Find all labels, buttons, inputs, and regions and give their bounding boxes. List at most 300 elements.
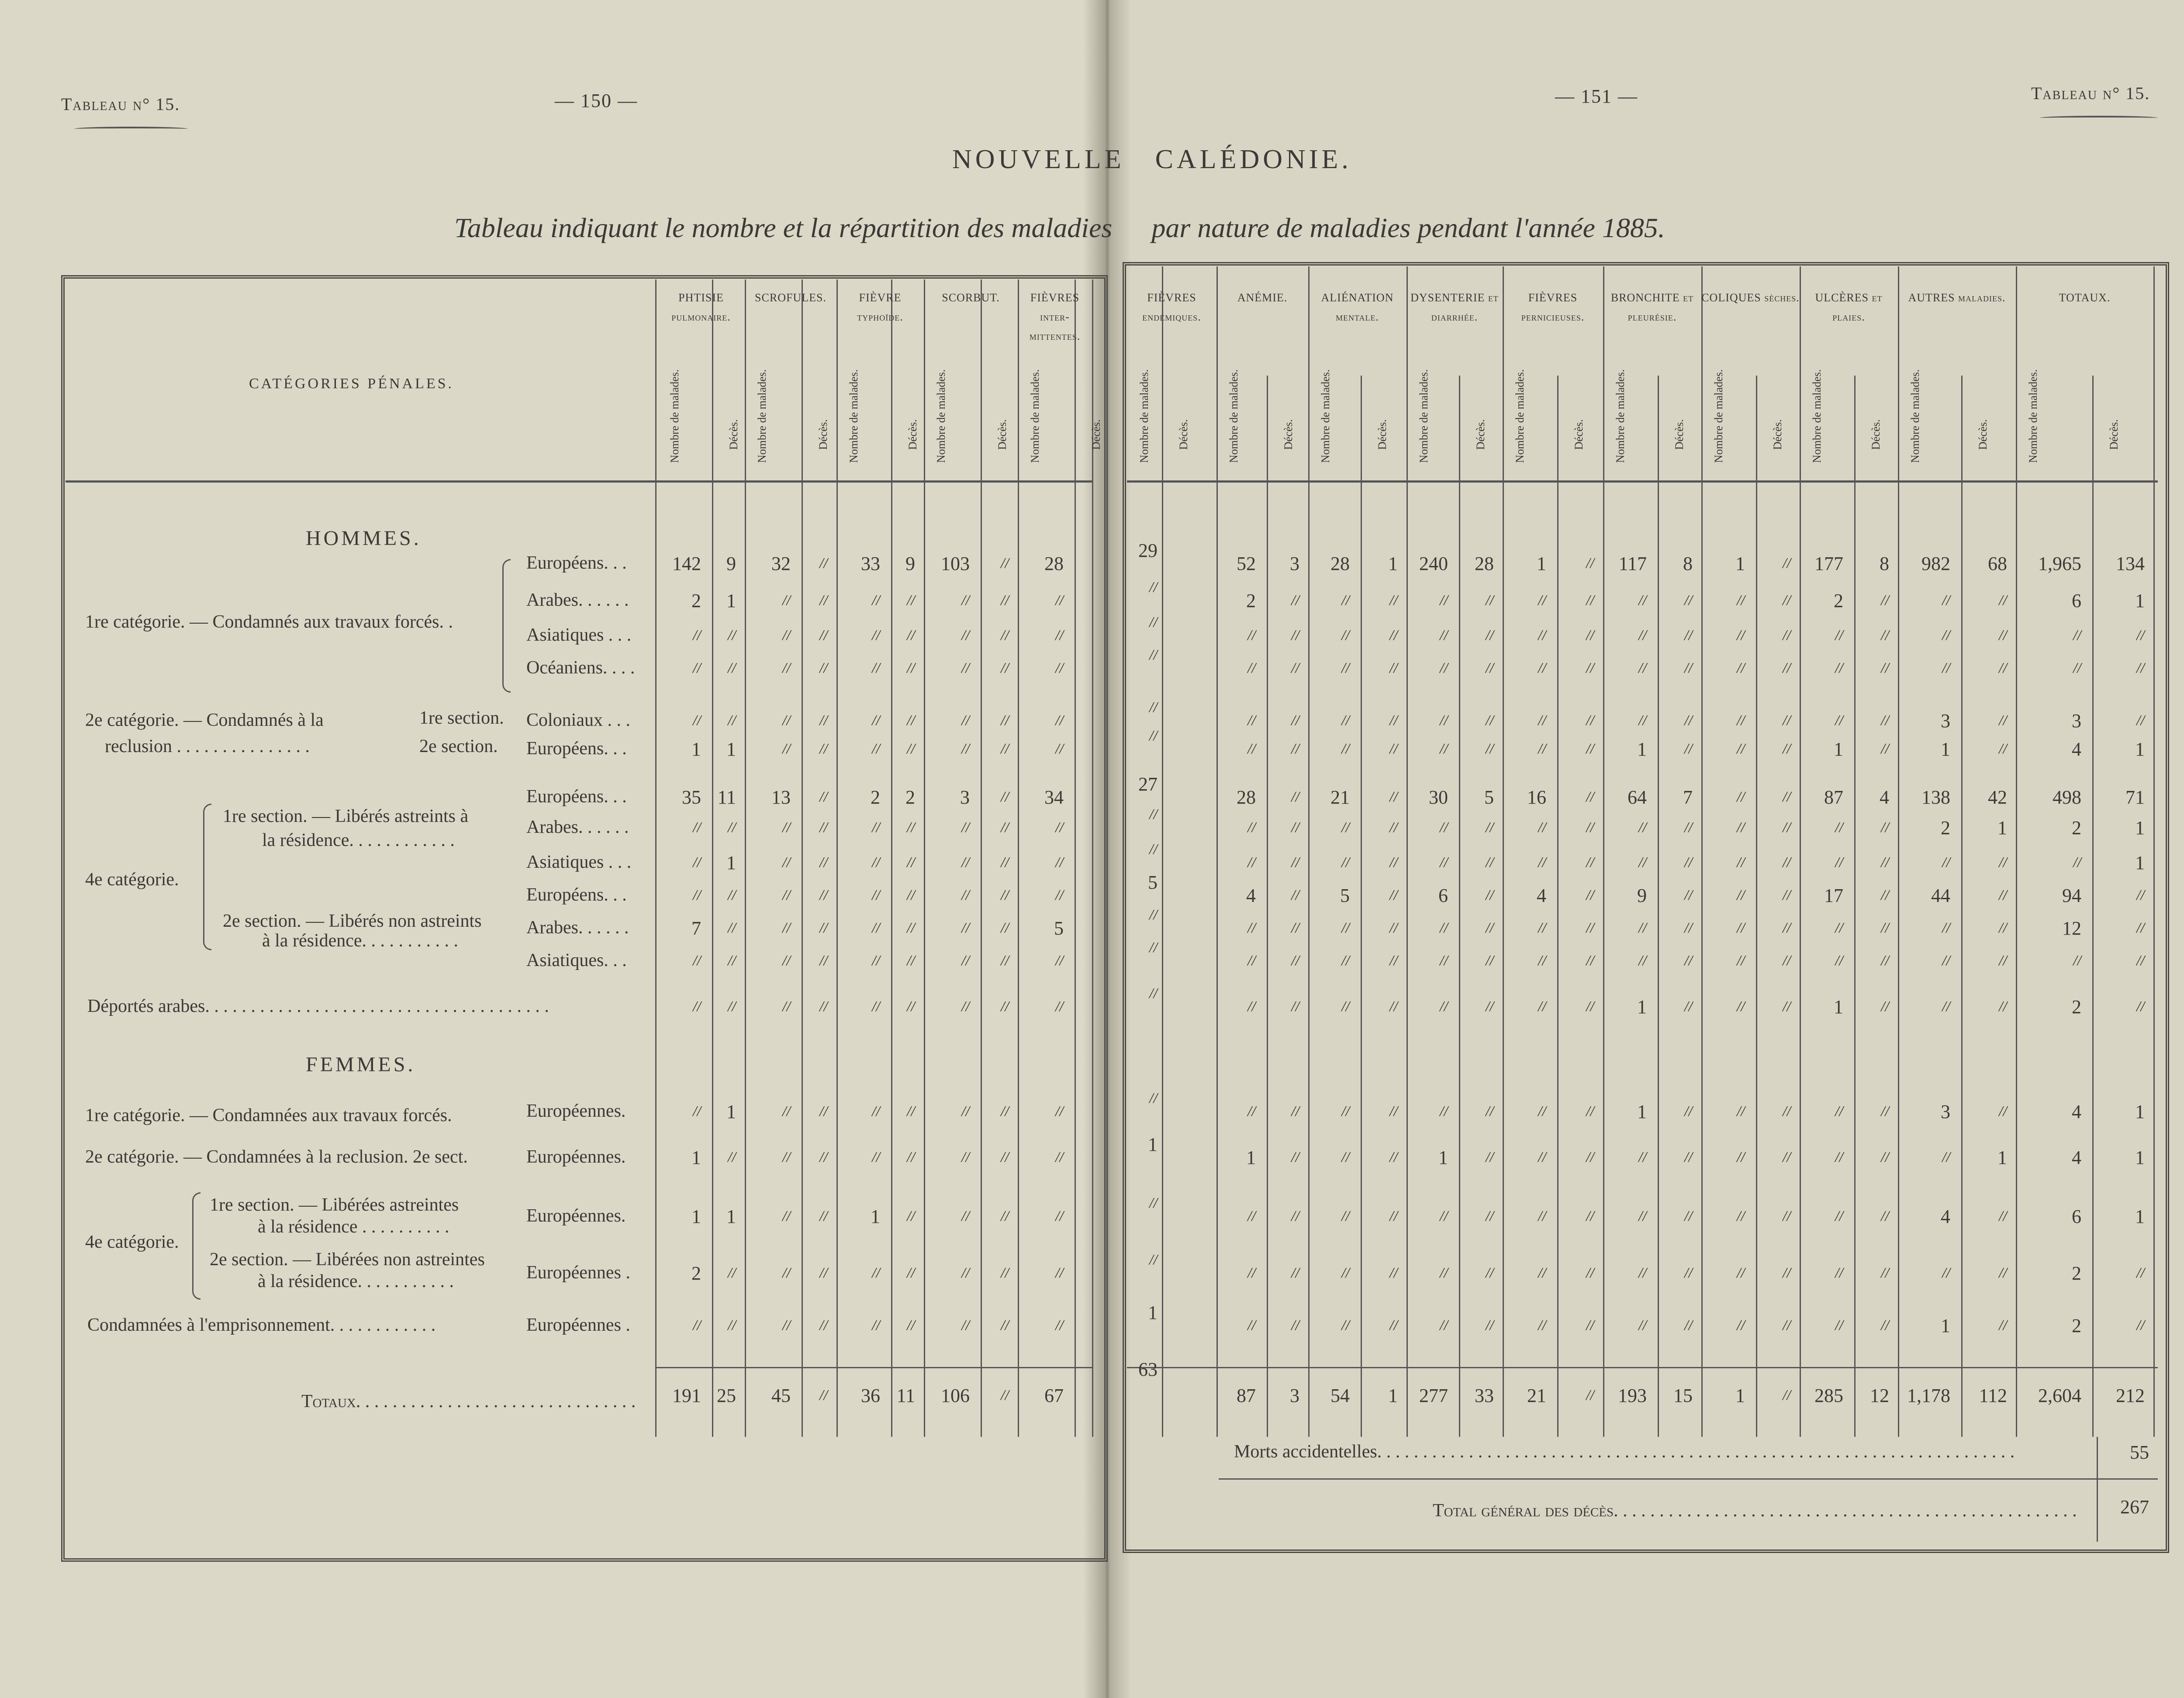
cell-right: 7 — [1683, 787, 1693, 808]
cell-right: // — [1737, 920, 1745, 936]
column-group-header: ULCÈRES et plaies. — [1815, 291, 1883, 323]
grid-vline-right — [1898, 266, 1899, 1437]
section-femmes: FEMMES. — [306, 1053, 416, 1076]
cell-right: // — [1638, 1317, 1647, 1333]
cell-left: // — [728, 998, 736, 1015]
cell-right: // — [1538, 1265, 1546, 1281]
column-group-header: BRONCHITE et pleurésie. — [1610, 291, 1694, 323]
label-f-cat4-s1b: à la résidence . . . . . . . . . . — [258, 1217, 449, 1237]
cell-right: // — [1586, 592, 1594, 608]
cell-right: 28 — [1330, 553, 1350, 574]
grid-total-rule-left — [655, 1367, 1092, 1368]
cell-left: // — [693, 998, 701, 1015]
cell-right: // — [1291, 741, 1299, 757]
cell-right: // — [2136, 712, 2145, 728]
cell-right: 52 — [1237, 553, 1256, 574]
origin-label: Européennes. — [526, 1147, 626, 1167]
cell-right: // — [1389, 1103, 1398, 1119]
cell-left: // — [728, 627, 736, 643]
cell-left: // — [961, 854, 970, 870]
cell-right: // — [1486, 819, 1494, 835]
cell-right: // — [1881, 1265, 1889, 1281]
origin-label: Européennes . — [526, 1263, 630, 1283]
cell-left: // — [819, 660, 828, 676]
cell-right: // — [1389, 1317, 1398, 1333]
cell-right: // — [1291, 854, 1299, 870]
cell-right: // — [1942, 660, 1950, 676]
cell-right: // — [1881, 627, 1889, 643]
cell-right: 3 — [1290, 553, 1299, 574]
title-left: NOUVELLE — [952, 145, 1125, 174]
subheader-deces: Décès. — [1977, 419, 1989, 450]
cell-right: // — [1881, 660, 1889, 676]
cell-right: 1 — [1941, 739, 1950, 760]
cell-left: // — [1055, 819, 1064, 835]
right-table-label: Tableau n° 15. — [2031, 83, 2150, 103]
label-f-cat4-s2b: à la résidence. . . . . . . . . . . — [258, 1271, 454, 1291]
cell-right: // — [1684, 1208, 1693, 1224]
cell-endemic: 27 — [1138, 773, 1158, 795]
cell-right: // — [1881, 920, 1889, 936]
cell-right: // — [1341, 953, 1350, 969]
cell-right: // — [1341, 819, 1350, 835]
subheader-deces: Décès. — [1376, 419, 1389, 450]
total-right: 277 — [1419, 1385, 1448, 1406]
cell-left: // — [907, 953, 915, 969]
origin-label: Asiatiques. . . — [526, 950, 627, 970]
cell-right: // — [1440, 741, 1448, 757]
cell-right: // — [1737, 712, 1745, 728]
grid-vline-right — [1406, 266, 1408, 1437]
cell-right: // — [1783, 819, 1791, 835]
cell-right: // — [1783, 627, 1791, 643]
cell-endemic: // — [1149, 841, 1158, 857]
subheader-deces: Décès. — [906, 419, 919, 450]
cell-right: // — [1248, 998, 1256, 1015]
label-section1: 1re section. — [419, 708, 504, 728]
cell-left: 2 — [871, 787, 880, 808]
cell-right: 64 — [1628, 787, 1647, 808]
cell-left: // — [819, 555, 828, 571]
label-total-general: Total général des décès. . . . . . . . . . . . . . . . . . . . . . . . . . . . . . . . . . . . . . . . . . . . . . . . . . . — [1433, 1501, 2077, 1521]
cell-left: // — [1001, 998, 1009, 1015]
origin-label: Océaniens. . . . — [526, 658, 635, 678]
cell-right: // — [1440, 920, 1448, 936]
cell-right: // — [1835, 920, 1843, 936]
subheader-nombre: Nombre de malades. — [1319, 369, 1332, 463]
origin-label: Arabes. . . . . . — [526, 817, 629, 837]
cell-right: // — [1999, 1317, 2007, 1333]
cell-right: 28 — [1237, 787, 1256, 808]
cell-left: // — [819, 854, 828, 870]
cell-right: // — [2073, 660, 2081, 676]
cell-right: 1 — [1834, 996, 1843, 1018]
cell-right: 94 — [2062, 885, 2081, 906]
cell-left: 2 — [691, 590, 701, 611]
cell-right: // — [2136, 953, 2145, 969]
cell-left: // — [872, 920, 880, 936]
cell-right: // — [1684, 887, 1693, 903]
cell-right: // — [1440, 1265, 1448, 1281]
origin-label: Arabes. . . . . . — [526, 918, 629, 938]
cell-right: // — [1881, 953, 1889, 969]
cell-right: // — [1486, 741, 1494, 757]
cell-right: // — [1486, 712, 1494, 728]
cell-right: 2 — [2072, 996, 2081, 1018]
label-cat4: 4e catégorie. — [85, 870, 179, 890]
cell-right: // — [1737, 789, 1745, 805]
cell-left: // — [819, 741, 828, 757]
cell-right: 2 — [1941, 817, 1950, 839]
cell-right: // — [1389, 627, 1398, 643]
cell-left: // — [961, 660, 970, 676]
cell-right: 1 — [1997, 817, 2007, 839]
cell-right: // — [1783, 789, 1791, 805]
grid-vline-right — [1800, 266, 1801, 1437]
cell-left: 3 — [960, 787, 970, 808]
cell-left: // — [728, 1265, 736, 1281]
cell-right: // — [1341, 627, 1350, 643]
cell-left: // — [819, 819, 828, 835]
cell-left: // — [819, 1208, 828, 1224]
cell-right: // — [1538, 741, 1546, 757]
label-emprisonnement: Condamnées à l'emprisonnement. . . . . . . . . . . . — [87, 1315, 436, 1335]
cell-endemic: // — [1149, 907, 1158, 923]
total-right: // — [1586, 1387, 1594, 1403]
cell-right: // — [1737, 953, 1745, 969]
cell-left: // — [782, 1317, 791, 1333]
cell-left: // — [819, 920, 828, 936]
cell-left: 142 — [672, 553, 701, 574]
cell-right: 6 — [1438, 885, 1448, 906]
cell-right: // — [1881, 1317, 1889, 1333]
cell-right: // — [1291, 712, 1299, 728]
cell-left: // — [819, 1317, 828, 1333]
cell-left: 1 — [871, 1206, 880, 1227]
cell-left: // — [728, 920, 736, 936]
cell-left: 13 — [771, 787, 791, 808]
cell-left: // — [872, 887, 880, 903]
cell-right: // — [1638, 819, 1647, 835]
cell-left: // — [782, 712, 791, 728]
cell-left: // — [819, 998, 828, 1015]
cell-right: // — [1684, 854, 1693, 870]
label-cat4-s2a: 2e section. — Libérés non astreints — [223, 911, 482, 931]
subheader-nombre: Nombre de malades. — [1417, 369, 1430, 463]
cell-endemic: // — [1149, 647, 1158, 663]
cell-right: // — [2136, 998, 2145, 1015]
cell-right: 1 — [2135, 1206, 2145, 1227]
cell-endemic: // — [1149, 699, 1158, 715]
cell-left: // — [1055, 660, 1064, 676]
cell-right: // — [1486, 953, 1494, 969]
subheader-nombre: Nombre de malades. — [1811, 369, 1823, 463]
cell-right: 5 — [1484, 787, 1494, 808]
categories-header: CATÉGORIES PÉNALES. — [249, 376, 454, 392]
cell-right: 44 — [1931, 885, 1950, 906]
grid-vline-right — [2016, 266, 2017, 1437]
cell-right: // — [1341, 1208, 1350, 1224]
cell-right: 4 — [1941, 1206, 1950, 1227]
cell-left: // — [693, 660, 701, 676]
cell-right: 4 — [1880, 787, 1889, 808]
cell-right: 982 — [1921, 553, 1950, 574]
origin-label: Européens. . . — [526, 553, 627, 573]
cell-left: // — [693, 627, 701, 643]
subheader-deces: Décès. — [1870, 419, 1882, 450]
cell-left: // — [961, 1265, 970, 1281]
cell-left: // — [819, 712, 828, 728]
cell-left: // — [1055, 1265, 1064, 1281]
cell-right: // — [1389, 1265, 1398, 1281]
total-right: 21 — [1527, 1385, 1546, 1406]
cell-right: 28 — [1475, 553, 1494, 574]
cell-left: // — [1001, 1149, 1009, 1165]
cell-left: // — [1001, 887, 1009, 903]
cell-left: // — [961, 819, 970, 835]
cell-right: // — [1586, 920, 1594, 936]
cell-left: // — [1055, 953, 1064, 969]
cell-right: 240 — [1419, 553, 1448, 574]
subheader-nombre: Nombre de malades. — [1227, 369, 1240, 463]
cell-right: 42 — [1988, 787, 2007, 808]
cell-left: // — [907, 1149, 915, 1165]
cell-right: // — [1638, 1149, 1647, 1165]
cell-left: // — [819, 789, 828, 805]
label-morts-accidentelles: Morts accidentelles. . . . . . . . . . . . . . . . . . . . . . . . . . . . . . . . . . . . . . . . . . . . . . . . . . . . . . . . . . . . . . . . . . . . . . — [1234, 1442, 2015, 1462]
cell-right: // — [1586, 1103, 1594, 1119]
cell-right: // — [1638, 920, 1647, 936]
cell-right: // — [1248, 1103, 1256, 1119]
cell-left: 5 — [1054, 918, 1064, 939]
cell-right: // — [1881, 998, 1889, 1015]
cell-left: // — [961, 592, 970, 608]
cell-right: // — [1538, 998, 1546, 1015]
total-right: 15 — [1673, 1385, 1693, 1406]
cell-right: // — [1538, 1103, 1546, 1119]
cell-left: // — [782, 592, 791, 608]
cell-right: // — [1684, 712, 1693, 728]
cell-right: 1 — [1637, 739, 1647, 760]
subheader-nombre: Nombre de malades. — [935, 369, 947, 463]
total-left: 106 — [941, 1385, 970, 1406]
grid-vline-left — [1092, 280, 1093, 1437]
column-group-header: SCORBUT. — [942, 291, 1000, 304]
grid-total-rule-right — [1127, 1367, 2158, 1368]
cell-left: // — [819, 887, 828, 903]
cell-left: 1 — [726, 590, 736, 611]
grid-vline-right — [1216, 266, 1218, 1437]
cell-right: // — [1783, 1149, 1791, 1165]
cell-right: // — [1835, 627, 1843, 643]
cell-right: // — [1737, 1317, 1745, 1333]
subheader-nombre: Nombre de malades. — [847, 369, 860, 463]
cell-right: // — [1389, 789, 1398, 805]
cell-right: // — [1586, 1317, 1594, 1333]
subheader-deces: Décès. — [1771, 419, 1784, 450]
cell-left: // — [728, 712, 736, 728]
cell-right: // — [1881, 1103, 1889, 1119]
total-left: 191 — [672, 1385, 701, 1406]
cell-right: // — [1440, 819, 1448, 835]
cell-left: // — [693, 854, 701, 870]
cell-right: 3 — [1941, 1101, 1950, 1122]
cell-left: // — [782, 660, 791, 676]
column-group-header: AUTRES maladies. — [1908, 291, 2006, 304]
cell-left: // — [819, 1103, 828, 1119]
cell-right: // — [1291, 1317, 1299, 1333]
cell-right: // — [1835, 1317, 1843, 1333]
cell-right: // — [1440, 660, 1448, 676]
cell-left: // — [872, 998, 880, 1015]
total-left: 67 — [1044, 1385, 1064, 1406]
cell-right: // — [1586, 1149, 1594, 1165]
cell-left: // — [1001, 1265, 1009, 1281]
cell-left: // — [1001, 1317, 1009, 1333]
origin-label: Européennes. — [526, 1206, 626, 1226]
column-group-header: FIÈVRES inter-mittentes. — [1029, 291, 1081, 342]
cell-right: // — [1440, 592, 1448, 608]
subheader-deces: Décès. — [1572, 419, 1585, 450]
cell-right: // — [1538, 1317, 1546, 1333]
cell-right: 4 — [2072, 1147, 2081, 1168]
label-f-cat4-s1a: 1re section. — Libérées astreintes — [210, 1195, 459, 1215]
cell-left: 28 — [1044, 553, 1064, 574]
cell-right: // — [1999, 1208, 2007, 1224]
brace-cat1 — [502, 559, 511, 693]
cell-left: // — [872, 1265, 880, 1281]
column-group-header: FIÈVRES endémiques. — [1142, 291, 1201, 323]
total-right: 2,604 — [2038, 1385, 2081, 1406]
cell-right: // — [1341, 920, 1350, 936]
total-right: 1 — [1735, 1385, 1745, 1406]
cell-left: // — [728, 953, 736, 969]
cell-left: // — [1001, 741, 1009, 757]
cell-right: // — [1389, 953, 1398, 969]
cell-left: // — [907, 1317, 915, 1333]
cell-left: // — [1001, 953, 1009, 969]
grid-vline-right — [1503, 266, 1504, 1437]
cell-right: // — [2136, 1317, 2145, 1333]
cell-right: // — [1440, 627, 1448, 643]
cell-right: // — [1835, 819, 1843, 835]
cell-right: // — [1638, 953, 1647, 969]
total-left: // — [819, 1387, 828, 1403]
cell-right: // — [1835, 854, 1843, 870]
cell-right: // — [1737, 1265, 1745, 1281]
cell-right: 21 — [1330, 787, 1350, 808]
cell-right: 1 — [2135, 852, 2145, 873]
label-f-cat4-s2a: 2e section. — Libérées non astreintes — [210, 1249, 485, 1270]
cell-right: // — [1881, 741, 1889, 757]
cell-left: // — [819, 1265, 828, 1281]
cell-right: // — [1440, 953, 1448, 969]
cell-right: // — [1248, 920, 1256, 936]
total-right: 1,178 — [1907, 1385, 1950, 1406]
cell-right: // — [1999, 1103, 2007, 1119]
cell-right: // — [1291, 953, 1299, 969]
cell-right: // — [1737, 741, 1745, 757]
cell-right: // — [1440, 1103, 1448, 1119]
cell-right: // — [1291, 660, 1299, 676]
cell-left: // — [1001, 1208, 1009, 1224]
cell-right: 71 — [2125, 787, 2145, 808]
cell-left: // — [728, 660, 736, 676]
cell-right: // — [1291, 1208, 1299, 1224]
origin-label: Coloniaux . . . — [526, 710, 630, 730]
grid-vline-right — [1308, 266, 1310, 1437]
cell-right: // — [1942, 920, 1950, 936]
cell-left: // — [961, 741, 970, 757]
cell-right: // — [1999, 660, 2007, 676]
cell-right: // — [1389, 998, 1398, 1015]
cell-right: // — [1586, 953, 1594, 969]
cell-endemic: 5 — [1148, 872, 1158, 893]
cell-left: // — [872, 1317, 880, 1333]
cell-right: // — [1999, 854, 2007, 870]
cell-right: 6 — [2072, 590, 2081, 611]
subheader-deces: Décès. — [1282, 419, 1295, 450]
cell-endemic: 1 — [1148, 1302, 1158, 1323]
cell-right: // — [1942, 998, 1950, 1015]
cell-left: // — [907, 1208, 915, 1224]
grid-vline-right — [1701, 266, 1703, 1437]
label-cat2a: 2e catégorie. — Condamnés à la — [85, 710, 324, 730]
cell-right: // — [1341, 1103, 1350, 1119]
cell-right: // — [1684, 1265, 1693, 1281]
cell-right: // — [1684, 953, 1693, 969]
cell-left: // — [782, 887, 791, 903]
cell-left: // — [1055, 854, 1064, 870]
cell-right: // — [1486, 1265, 1494, 1281]
grid-vline-right — [1603, 266, 1604, 1437]
cell-right: // — [2136, 1265, 2145, 1281]
cell-right: // — [1586, 627, 1594, 643]
cell-left: 2 — [691, 1263, 701, 1284]
section-hommes: HOMMES. — [306, 527, 422, 550]
cell-right: // — [1783, 998, 1791, 1015]
cell-right: // — [1999, 1265, 2007, 1281]
origin-label: Européennes. — [526, 1101, 626, 1121]
cell-right: // — [1835, 1265, 1843, 1281]
cell-right: 1 — [2135, 590, 2145, 611]
cell-right: // — [1586, 712, 1594, 728]
cell-right: // — [1942, 1265, 1950, 1281]
cell-left: 11 — [717, 787, 736, 808]
cell-left: // — [1001, 854, 1009, 870]
cell-endemic: // — [1149, 579, 1158, 595]
cell-right: // — [1486, 1149, 1494, 1165]
cell-left: // — [1001, 555, 1009, 571]
cell-right: // — [1942, 592, 1950, 608]
cell-right: // — [1538, 819, 1546, 835]
subheader-deces: Décès. — [1177, 419, 1190, 450]
cell-right: // — [1737, 627, 1745, 643]
cell-right: // — [1737, 998, 1745, 1015]
cell-right: // — [1783, 887, 1791, 903]
cell-right: // — [1291, 1103, 1299, 1119]
cell-left: // — [961, 998, 970, 1015]
cell-left: // — [961, 1149, 970, 1165]
origin-label: Asiatiques . . . — [526, 852, 632, 872]
cell-right: // — [1440, 998, 1448, 1015]
cell-left: // — [872, 592, 880, 608]
cell-right: // — [1248, 1265, 1256, 1281]
cell-endemic: // — [1149, 614, 1158, 630]
cell-right: // — [1291, 592, 1299, 608]
cell-right: // — [1440, 712, 1448, 728]
column-group-header: ALIÉNATION mentale. — [1321, 291, 1394, 323]
